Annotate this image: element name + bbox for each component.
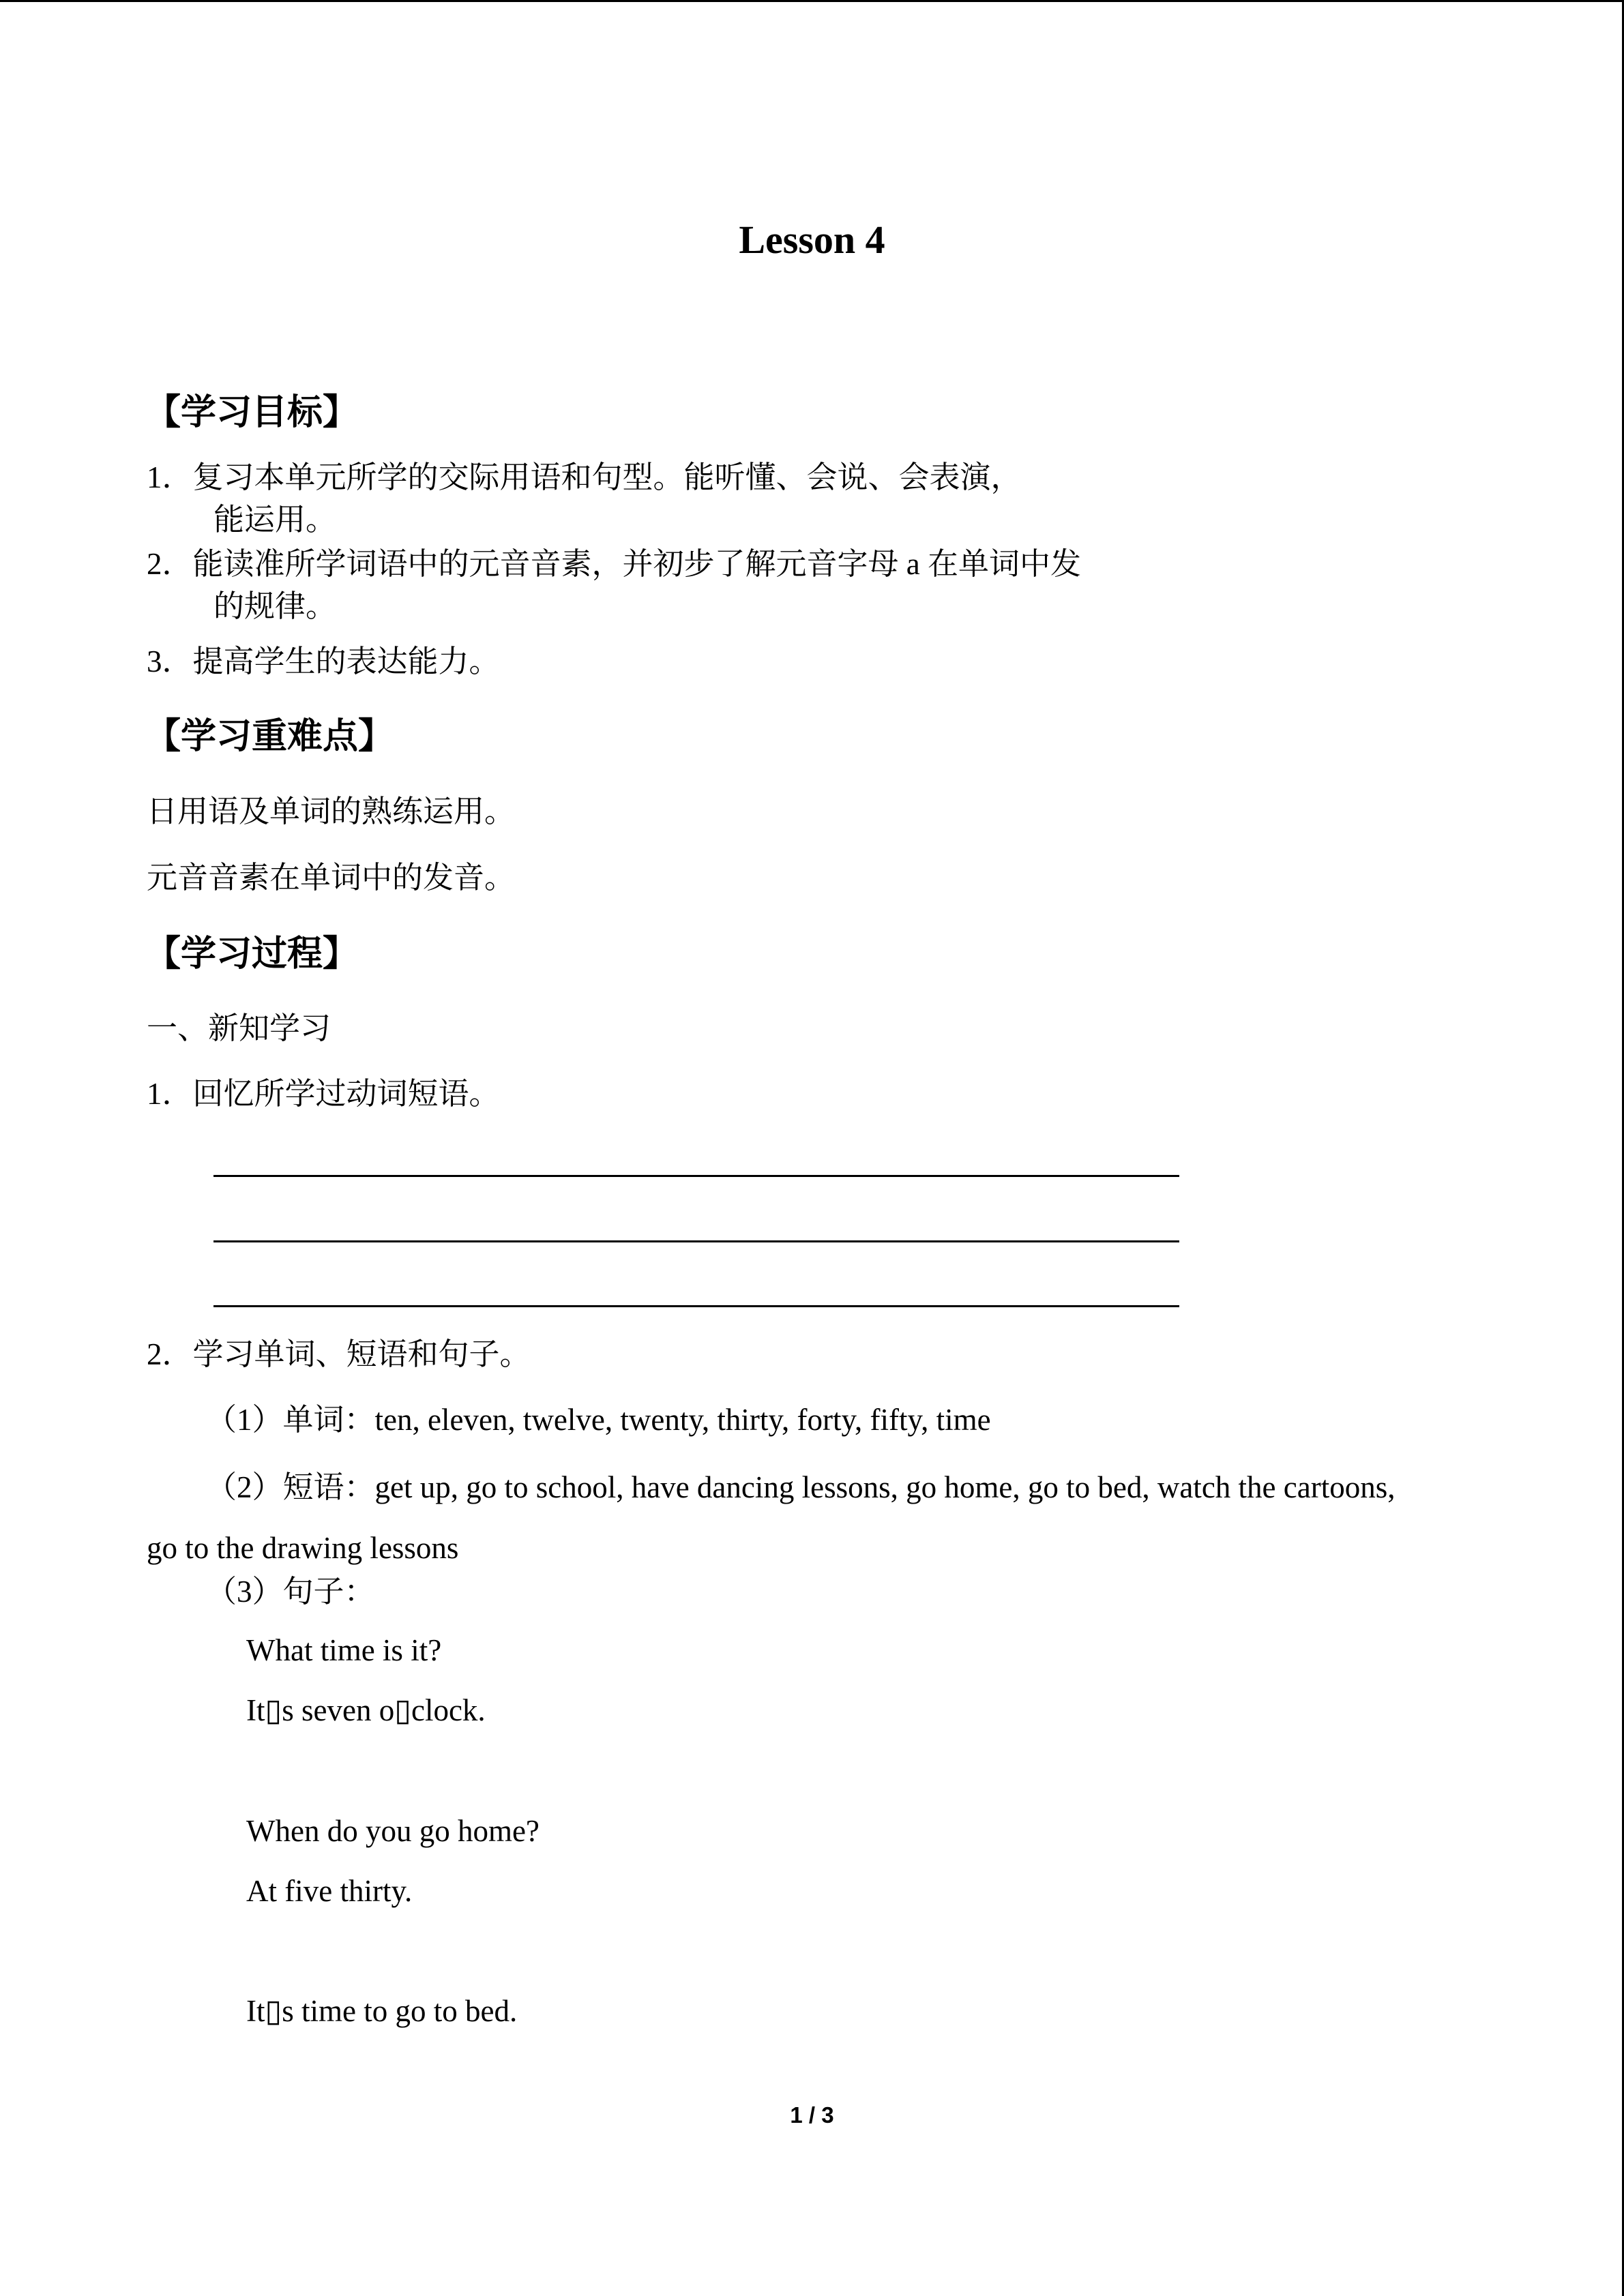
objective-2 bbox=[147, 543, 1081, 585]
sentence-1: What time is it? bbox=[246, 1633, 442, 1667]
objective-3-number: 3． bbox=[147, 644, 193, 679]
phrases-line bbox=[206, 1466, 1395, 1508]
phrases-list: get up, go to school, have dancing lessons, go home, go to bed, watch the cartoons, bbox=[374, 1470, 1396, 1504]
objective-3-text: 提高学生的表达能力。 bbox=[192, 644, 500, 679]
key-point-1: 日用语及单词的熟练运用。 bbox=[147, 794, 516, 829]
page-number: 1 / 3 bbox=[790, 2102, 834, 2128]
objective-1-text: 复习本单元所学的交际用语和句型。能听懂、会说、会表演， bbox=[192, 460, 1022, 494]
answer-line-1[interactable] bbox=[213, 1175, 1179, 1177]
key-points-heading: 【学习重难点】 bbox=[145, 716, 394, 757]
objective-2-number: 2． bbox=[147, 547, 193, 581]
sentence-5: It▯s time to go to bed. bbox=[246, 1994, 518, 2028]
sentences-label: （3）句子： bbox=[206, 1575, 375, 1609]
answer-line-3[interactable] bbox=[213, 1305, 1179, 1307]
step-2: 2．学习单词、短语和句子。 bbox=[147, 1337, 531, 1371]
key-point-2: 元音音素在单词中的发音。 bbox=[147, 861, 516, 895]
part-one-label: 一、新知学习 bbox=[147, 1011, 331, 1045]
process-heading: 【学习过程】 bbox=[145, 934, 359, 974]
document-title: Lesson 4 bbox=[739, 218, 885, 262]
words-list: ten, eleven, twelve, twenty, thirty, forty, fifty, time bbox=[374, 1403, 991, 1437]
objective-1-continued: 能运用。 bbox=[213, 503, 337, 537]
step-1: 1．回忆所学过动词短语。 bbox=[147, 1077, 500, 1111]
sentence-2: It▯s seven o▯clock. bbox=[246, 1693, 486, 1727]
answer-line-2[interactable] bbox=[213, 1240, 1179, 1242]
phrases-label: （2）短语： bbox=[206, 1470, 375, 1504]
sentence-4: At five thirty. bbox=[246, 1874, 413, 1908]
objective-2-continued: 的规律。 bbox=[213, 589, 337, 623]
objective-1-number: 1． bbox=[147, 460, 193, 494]
phrases-continued: go to the drawing lessons bbox=[147, 1531, 459, 1565]
objective-3 bbox=[147, 640, 500, 683]
objectives-heading: 【学习目标】 bbox=[145, 392, 359, 433]
sentence-3: When do you go home? bbox=[246, 1814, 540, 1848]
words-line bbox=[206, 1399, 991, 1441]
words-label: （1）单词： bbox=[206, 1403, 375, 1437]
objective-2-text: 能读准所学词语中的元音音素，并初步了解元音字母 a 在单词中发 bbox=[192, 547, 1081, 581]
objective-1 bbox=[147, 456, 1022, 498]
